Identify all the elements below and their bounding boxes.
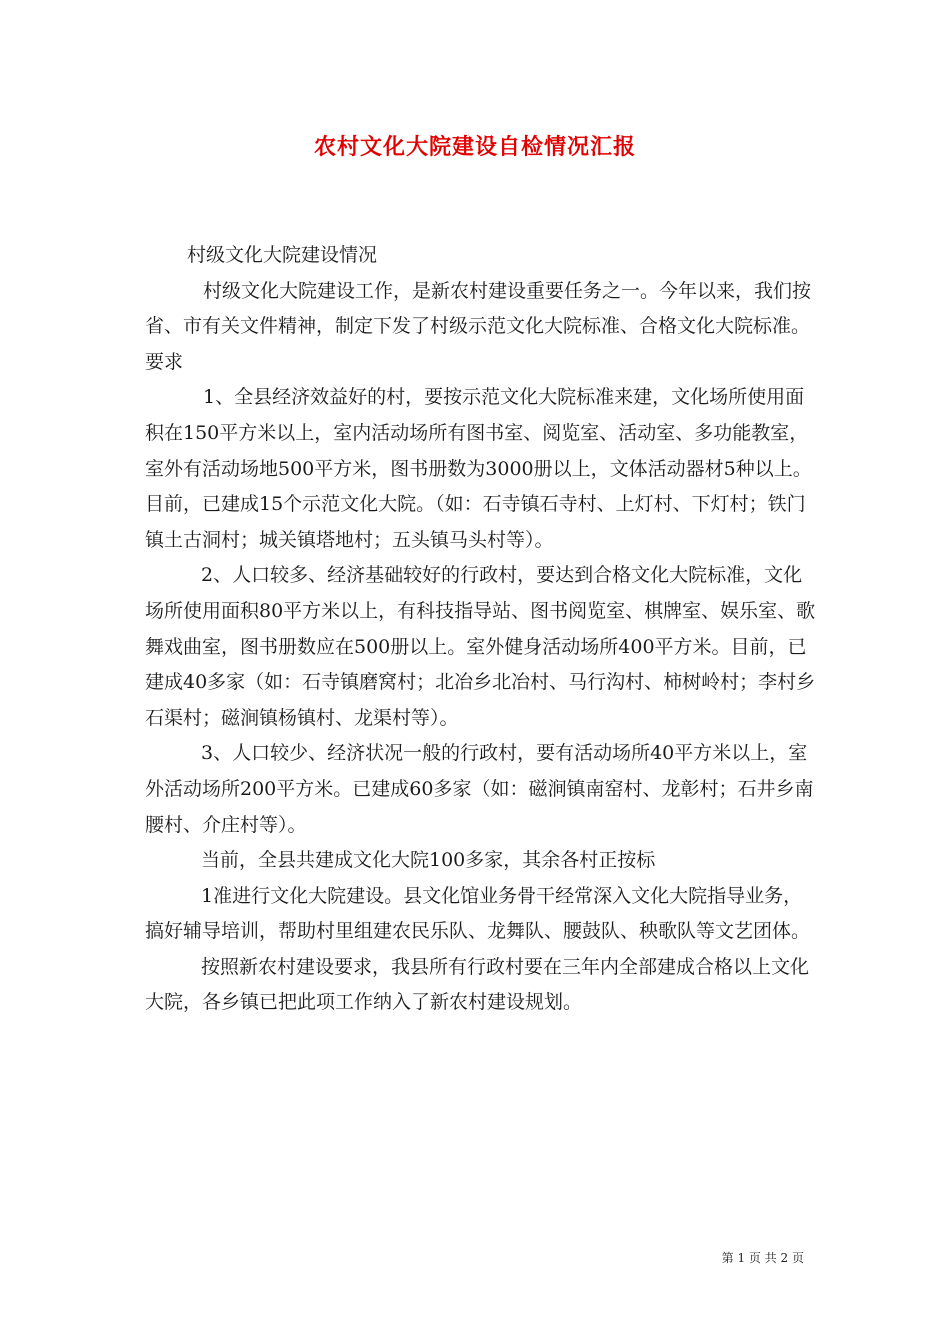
paragraph-item-1: 1、全县经济效益好的村，要按示范文化大院标准来建，文化场所使用面积在150平方米以上，室内活动场所有图书室、阅览室、活动室、多功能教室，室外有活动场地500平方米，图书册数为3000册以上，文体活动器材5种以上。目前，已建成15个示范文化大院。（如：石寺镇石寺村、上灯村、下灯村；铁门镇土古洞村；城关镇塔地村；五头镇马头村等）。 — [145, 386, 812, 551]
paragraph-summary: 当前，全县共建成文化大院100多家，其余各村正按标 — [201, 849, 656, 872]
section-subheading: 村级文化大院建设情况 — [187, 244, 378, 266]
paragraph-item-2: 2、人口较多、经济基础较好的行政村，要达到合格文化大院标准，文化场所使用面积80平方米以上，有科技指导站、图书阅览室、棋牌室、娱乐室、歌舞戏曲室，图书册数应在500册以上。室外健身活动场所400平方米。目前，已建成40多家（如：石寺镇磨窝村；北冶乡北冶村、马行沟村、柿树岭村；李村乡石渠村；磁涧镇杨镇村、龙渠村等）。 — [145, 564, 816, 729]
paragraph-continuation: 1准进行文化大院建设。县文化馆业务骨干经常深入文化大院指导业务，搞好辅导培训，帮助村里组建农民乐队、龙舞队、腰鼓队、秧歌队等文艺团体。 — [145, 884, 811, 943]
paragraph-item-3: 3、人口较少、经济状况一般的行政村，要有活动场所40平方米以上，室外活动场所200平方米。已建成60多家（如：磁涧镇南窑村、龙彰村；石井乡南腰村、介庄村等）。 — [145, 742, 814, 836]
document-body — [145, 238, 817, 1021]
document-title: 农村文化大院建设自检情况汇报 — [313, 134, 636, 160]
paragraph-plan: 按照新农村建设要求，我县所有行政村要在三年内全部建成合格以上文化大院，各乡镇已把此项工作纳入了新农村建设规划。 — [145, 955, 810, 1014]
paragraph-intro: 村级文化大院建设工作，是新农村建设重要任务之一。今年以来，我们按省、市有关文件精神，制定下发了村级示范文化大院标准、合格文化大院标准。要求 — [145, 279, 812, 373]
page-number: 第 1 页 共 2 页 — [721, 1251, 804, 1265]
